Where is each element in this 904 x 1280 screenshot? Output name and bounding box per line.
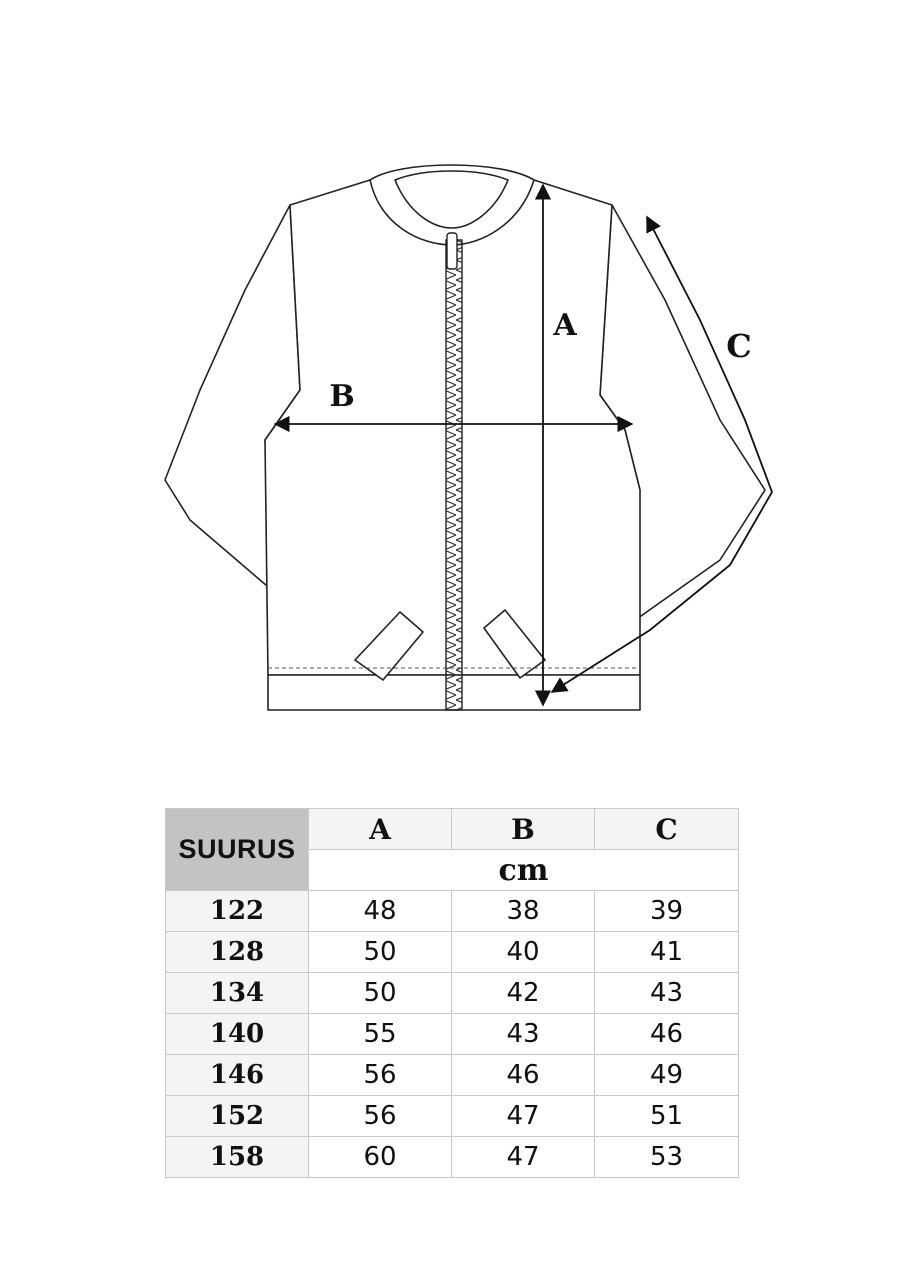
value-b: 47 xyxy=(452,1137,595,1178)
value-a: 50 xyxy=(309,932,452,973)
label-a: A xyxy=(553,308,577,343)
zipper-pull xyxy=(447,233,457,269)
value-c: 41 xyxy=(595,932,739,973)
col-header-a: A xyxy=(309,809,452,850)
value-b: 38 xyxy=(452,891,595,932)
value-c: 49 xyxy=(595,1055,739,1096)
size-cell: 122 xyxy=(166,891,309,932)
value-b: 40 xyxy=(452,932,595,973)
value-b: 42 xyxy=(452,973,595,1014)
value-c: 51 xyxy=(595,1096,739,1137)
size-header: SUURUS xyxy=(166,809,309,891)
value-a: 60 xyxy=(309,1137,452,1178)
table-row xyxy=(166,1137,739,1178)
value-c: 53 xyxy=(595,1137,739,1178)
col-header-b: B xyxy=(452,809,595,850)
size-table xyxy=(165,808,739,1178)
value-a: 55 xyxy=(309,1014,452,1055)
table-row xyxy=(166,891,739,932)
value-c: 39 xyxy=(595,891,739,932)
label-b: B xyxy=(329,379,355,414)
value-a: 56 xyxy=(309,1096,452,1137)
value-b: 46 xyxy=(452,1055,595,1096)
size-cell: 158 xyxy=(166,1137,309,1178)
table-row xyxy=(166,1096,739,1137)
value-a: 48 xyxy=(309,891,452,932)
table-header-row xyxy=(166,809,739,850)
value-c: 46 xyxy=(595,1014,739,1055)
value-b: 43 xyxy=(452,1014,595,1055)
table-row xyxy=(166,1014,739,1055)
unit-label: cm xyxy=(309,850,739,891)
size-cell: 140 xyxy=(166,1014,309,1055)
size-cell: 146 xyxy=(166,1055,309,1096)
value-a: 56 xyxy=(309,1055,452,1096)
size-cell: 134 xyxy=(166,973,309,1014)
table-row xyxy=(166,932,739,973)
col-header-c: C xyxy=(595,809,739,850)
value-a: 50 xyxy=(309,973,452,1014)
label-c: C xyxy=(726,327,752,365)
table-row xyxy=(166,973,739,1014)
table-row xyxy=(166,1055,739,1096)
size-cell: 128 xyxy=(166,932,309,973)
zipper-tape xyxy=(446,240,462,710)
value-c: 43 xyxy=(595,973,739,1014)
size-cell: 152 xyxy=(166,1096,309,1137)
value-b: 47 xyxy=(452,1096,595,1137)
jacket-outline xyxy=(165,165,765,710)
